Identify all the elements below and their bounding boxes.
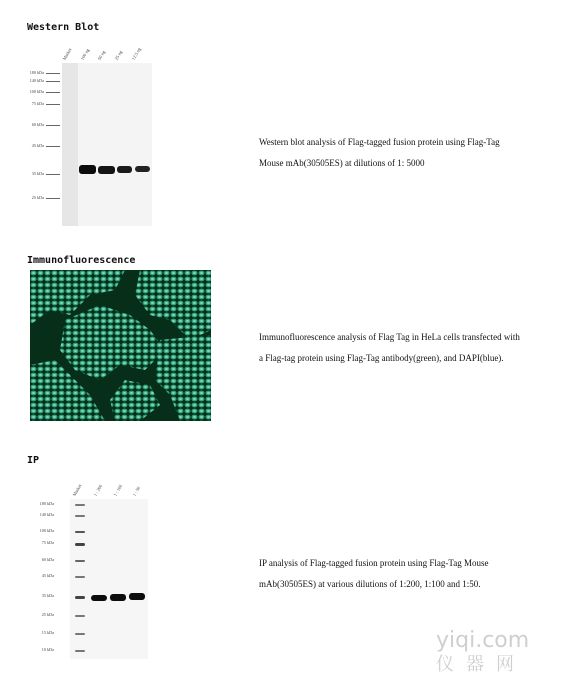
ip-caption [259,553,559,595]
ladder-label: 35 kDa [41,593,54,598]
ladder-label: 75 kDa [31,101,44,106]
ladder-label: 60 kDa [41,557,54,562]
watermark-text: yiqi.com [436,628,530,653]
ladder-label: 60 kDa [31,122,44,127]
ladder-label: 25 kDa [31,195,44,200]
ladder-label: 45 kDa [41,573,54,578]
band [98,166,115,174]
lane-label: 100 ng [79,47,91,61]
ip-blot-membrane [70,499,148,659]
lane-label: 1 : 50 [131,485,142,497]
immunofluorescence-title: Immunofluorescence [27,255,136,266]
caption-line: IP analysis of Flag-tagged fusion protein using Flag-Tag Mouse [259,558,489,568]
western-blot-membrane [62,63,152,226]
caption-line: Western blot analysis of Flag-tagged fusion protein using Flag-Tag [259,137,500,147]
caption-line: Mouse mAb(30505ES) at dilutions of 1: 5000 [259,158,425,168]
ladder-label: 100 kDa [39,528,54,533]
ladder-label: 180 kDa [39,501,54,506]
lane-label: 25 ng [113,49,124,61]
lane-label: Marker [61,47,73,61]
if-caption [259,327,559,369]
western-blot-title: Western Blot [27,22,100,33]
caption-line: a Flag-tag protein using Flag-Tag antibody(green), and DAPI(blue). [259,353,504,363]
band [91,595,107,601]
caption-line: mAb(30505ES) at various dilutions of 1:200, 1:100 and 1:50. [259,579,481,589]
watermark-logo [436,630,529,676]
ladder-label: 45 kDa [31,143,44,148]
watermark-cn-text: 仪器网 [436,654,526,675]
band [110,594,126,601]
ladder-label: 140 kDa [39,512,54,517]
band [79,165,96,174]
western-caption [259,132,559,174]
cell-field [30,270,211,421]
ladder-label: 35 kDa [31,171,44,176]
ip-ladder-labels [30,498,54,658]
band [135,166,150,172]
ladder-label: 100 kDa [29,89,44,94]
ladder-label: 25 kDa [41,612,54,617]
caption-line: Immunofluorescence analysis of Flag Tag in HeLa cells transfected with [259,332,520,342]
lane-label: Marker [71,483,83,497]
ladder-label: 75 kDa [41,540,54,545]
ladder-label: 15 kDa [41,630,54,635]
band [129,593,145,600]
western-ladder-labels [20,60,44,230]
lane-label: 12.5 ng [130,46,142,61]
lane-label: 1 : 200 [92,483,104,497]
ladder-label: 10 kDa [41,647,54,652]
band [117,166,132,173]
lane-label: 1 : 100 [112,483,124,497]
ladder-label: 140 kDa [29,78,44,83]
lane-label: 50 ng [96,49,107,61]
ladder-label: 180 kDa [29,70,44,75]
ip-title: IP [27,455,40,466]
immunofluorescence-image [30,270,211,421]
